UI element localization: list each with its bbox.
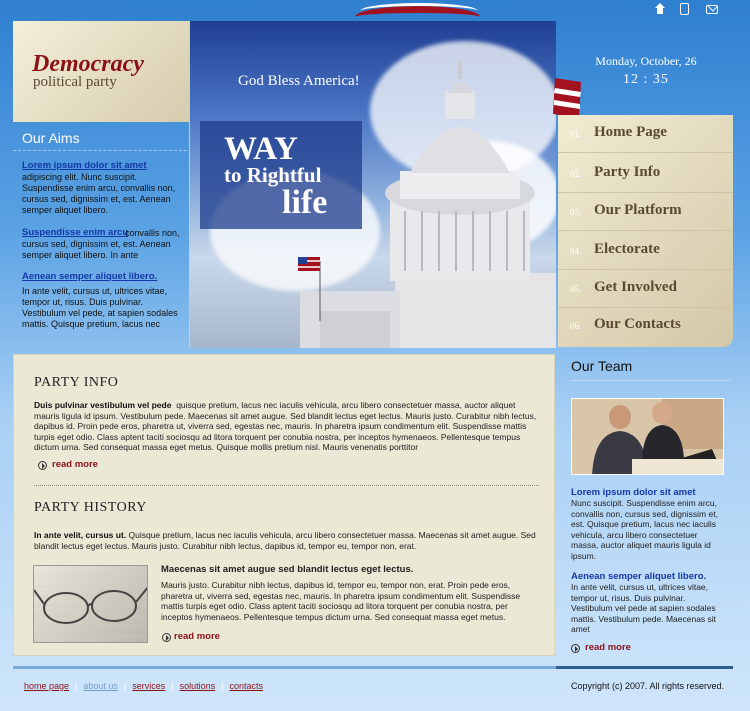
aim-text: In ante velit, cursus ut, ultrices vitae, tempor ut, risus. Duis pulvinar. Vestibulum vel pede, at sapien sodales mattis. Quisque pretium, lacus nec [22, 286, 178, 329]
hero-life: life [282, 184, 328, 221]
arrow-circle-icon [162, 633, 171, 642]
logo-subtitle: political party [33, 74, 117, 90]
section-divider [34, 485, 539, 486]
logo-title: Democracy [32, 51, 144, 77]
aim-link[interactable]: Aenean semper aliquet libero. [22, 271, 158, 282]
party-history-text [34, 530, 539, 551]
team-text: In ante velit, cursus ut, ultrices vitae, tempor ut, risus. Duis pulvinar. Vestibulum vel pede at sapien sodales mattis. Vestibulum pede. Maecenas sit amet [571, 582, 717, 634]
aims-divider [13, 150, 187, 151]
party-info-text [34, 400, 539, 453]
footer-link-services[interactable]: services [132, 681, 166, 691]
nav-number: 05. [570, 284, 582, 294]
nav-item-our-contacts[interactable] [558, 307, 733, 345]
logo[interactable] [13, 21, 189, 122]
party-info-title: PARTY INFO [34, 375, 119, 390]
copyright: Copyright (c) 2007. All rights reserved. [571, 681, 725, 691]
footer-link-home-page[interactable]: home page [24, 681, 70, 691]
nav-label: Our Platform [594, 202, 682, 218]
party-history-subtext: Mauris justo. Curabitur nibh lectus, dapibus id, tempor eu, tempor non, erat. Proin pede eros, pharetra ut, viverra sed, egestas nec, mauris. In pharetra ipsum condimentum elit. Suspendisse mattis turpis eget odio. Class aptent taciti sociosqu ad litora torquent per conubia nostra, per inceptos hymenaeos. Pellentesque tempus dictum urna. Sed consequat massa eget metus. [161, 580, 521, 622]
nav-number: 01. [570, 129, 582, 139]
nav-number: 02. [570, 169, 582, 179]
party-info-body: quisque pretium, lacus nec iaculis vehicula, arcu libero consectetuer massa, auctor aliquet mauris ligula id ipsum. Vestibulum pede. Maecenas sit amet augue. Sed blandit lectus eget lectus. Mauris justo. Curabitur nibh lectus, dapibus id. Proin pede eros, pharetra ut, viverra sed, egestas nec, mauris. In pharetra ipsum condimentum elit. Suspendisse mattis turpis eget odio. Class aptent taciti sociosqu ad litora torquent per conubia nostra, per inceptos hymenaeos. Pellentesque tempus dictum urna. Sed consequat massa eget metus. Quisque mollis pretium nisl. Mauris venenatis porttitor [34, 400, 537, 452]
hero-slogan: God Bless America! [238, 73, 360, 89]
current-time: 12 : 35 [623, 72, 669, 87]
team-title: Our Team [571, 358, 633, 374]
nav-item-electorate[interactable] [558, 232, 733, 270]
party-history-body: Quisque pretium, lacus nec iaculis vehicula, arcu libero consectetuer massa. Maecenas sit amet augue. Sed blandit lectus eget lectus. Mauris justo. Curabitur nibh lectus, dapibus id, tempor eu, tempor non, erat. [34, 530, 536, 551]
main-nav [558, 115, 733, 347]
aim-text: convallis non, cursus sed, dignissim et, est. Aenean semper aliquet libero. In ante [22, 228, 180, 260]
footer-divider-accent [556, 666, 733, 669]
nav-number: 06. [570, 321, 582, 331]
team-photo [571, 398, 724, 475]
hero-way: WAY [224, 131, 298, 167]
nav-item-our-platform[interactable] [558, 193, 733, 231]
party-history-title: PARTY HISTORY [34, 500, 147, 515]
nav-label: Party Info [594, 164, 661, 180]
aim-text: adipiscing elit. Nunc suscipit. Suspendisse enim arcu, convallis non, cursus sed, dignissim et, est. Aenean semper aliquet libero. [22, 172, 176, 215]
party-history-read-more[interactable]: read more [174, 631, 220, 642]
aim-link[interactable]: Lorem ipsum dolor sit amet [22, 160, 147, 171]
party-info-lead: Duis pulvinar vestibulum vel pede [34, 400, 172, 410]
glasses-image [33, 565, 148, 643]
footer-nav: home page | about us | services | solutions | contacts [24, 681, 264, 691]
team-read-more[interactable]: read more [585, 642, 631, 653]
team-text: Nunc suscipit. Suspendisse enim arcu, convallis non, cursus sed, dignissim et, est. Quisque pretium, lacus nec iaculis vehicula, arcu libero consectetuer massa, auctor aliquet mauris ligula id ipsum. [571, 498, 718, 561]
party-history-lead: In ante velit, cursus ut. [34, 530, 127, 540]
hero-banner [189, 21, 556, 348]
footer-link-contacts[interactable]: contacts [229, 681, 264, 691]
nav-label: Home Page [594, 124, 667, 140]
party-info-read-more[interactable]: read more [52, 459, 98, 470]
main-content [13, 354, 555, 656]
footer-link-solutions[interactable]: solutions [179, 681, 216, 691]
party-history-subtitle: Maecenas sit amet augue sed blandit lectus eget lectus. [161, 564, 414, 575]
nav-item-home-page[interactable] [558, 115, 733, 153]
aims-title: Our Aims [22, 130, 80, 146]
aim-link[interactable]: Suspendisse enim arcu [22, 227, 129, 238]
arrow-circle-icon [38, 461, 47, 470]
nav-item-get-involved[interactable] [558, 270, 733, 308]
team-divider [571, 380, 731, 381]
home-icon[interactable] [654, 3, 666, 15]
current-date: Monday, October, 26 [595, 54, 697, 68]
arrow-circle-icon [571, 644, 580, 653]
nav-label: Our Contacts [594, 316, 681, 332]
hero-to-rightful: to Rightful [224, 163, 322, 187]
footer-link-about-us[interactable]: about us [83, 681, 118, 691]
mail-icon[interactable] [706, 5, 718, 14]
header-swoosh-highlight [360, 3, 478, 19]
team-link[interactable]: Aenean semper aliquet libero. [571, 571, 707, 582]
nav-number: 03. [570, 207, 582, 217]
team-link[interactable]: Lorem ipsum dolor sit amet [571, 487, 696, 498]
nav-label: Electorate [594, 241, 660, 257]
nav-item-party-info[interactable] [558, 155, 733, 193]
nav-label: Get Involved [594, 279, 677, 295]
nav-number: 04. [570, 246, 582, 256]
sitemap-icon[interactable] [680, 3, 689, 15]
